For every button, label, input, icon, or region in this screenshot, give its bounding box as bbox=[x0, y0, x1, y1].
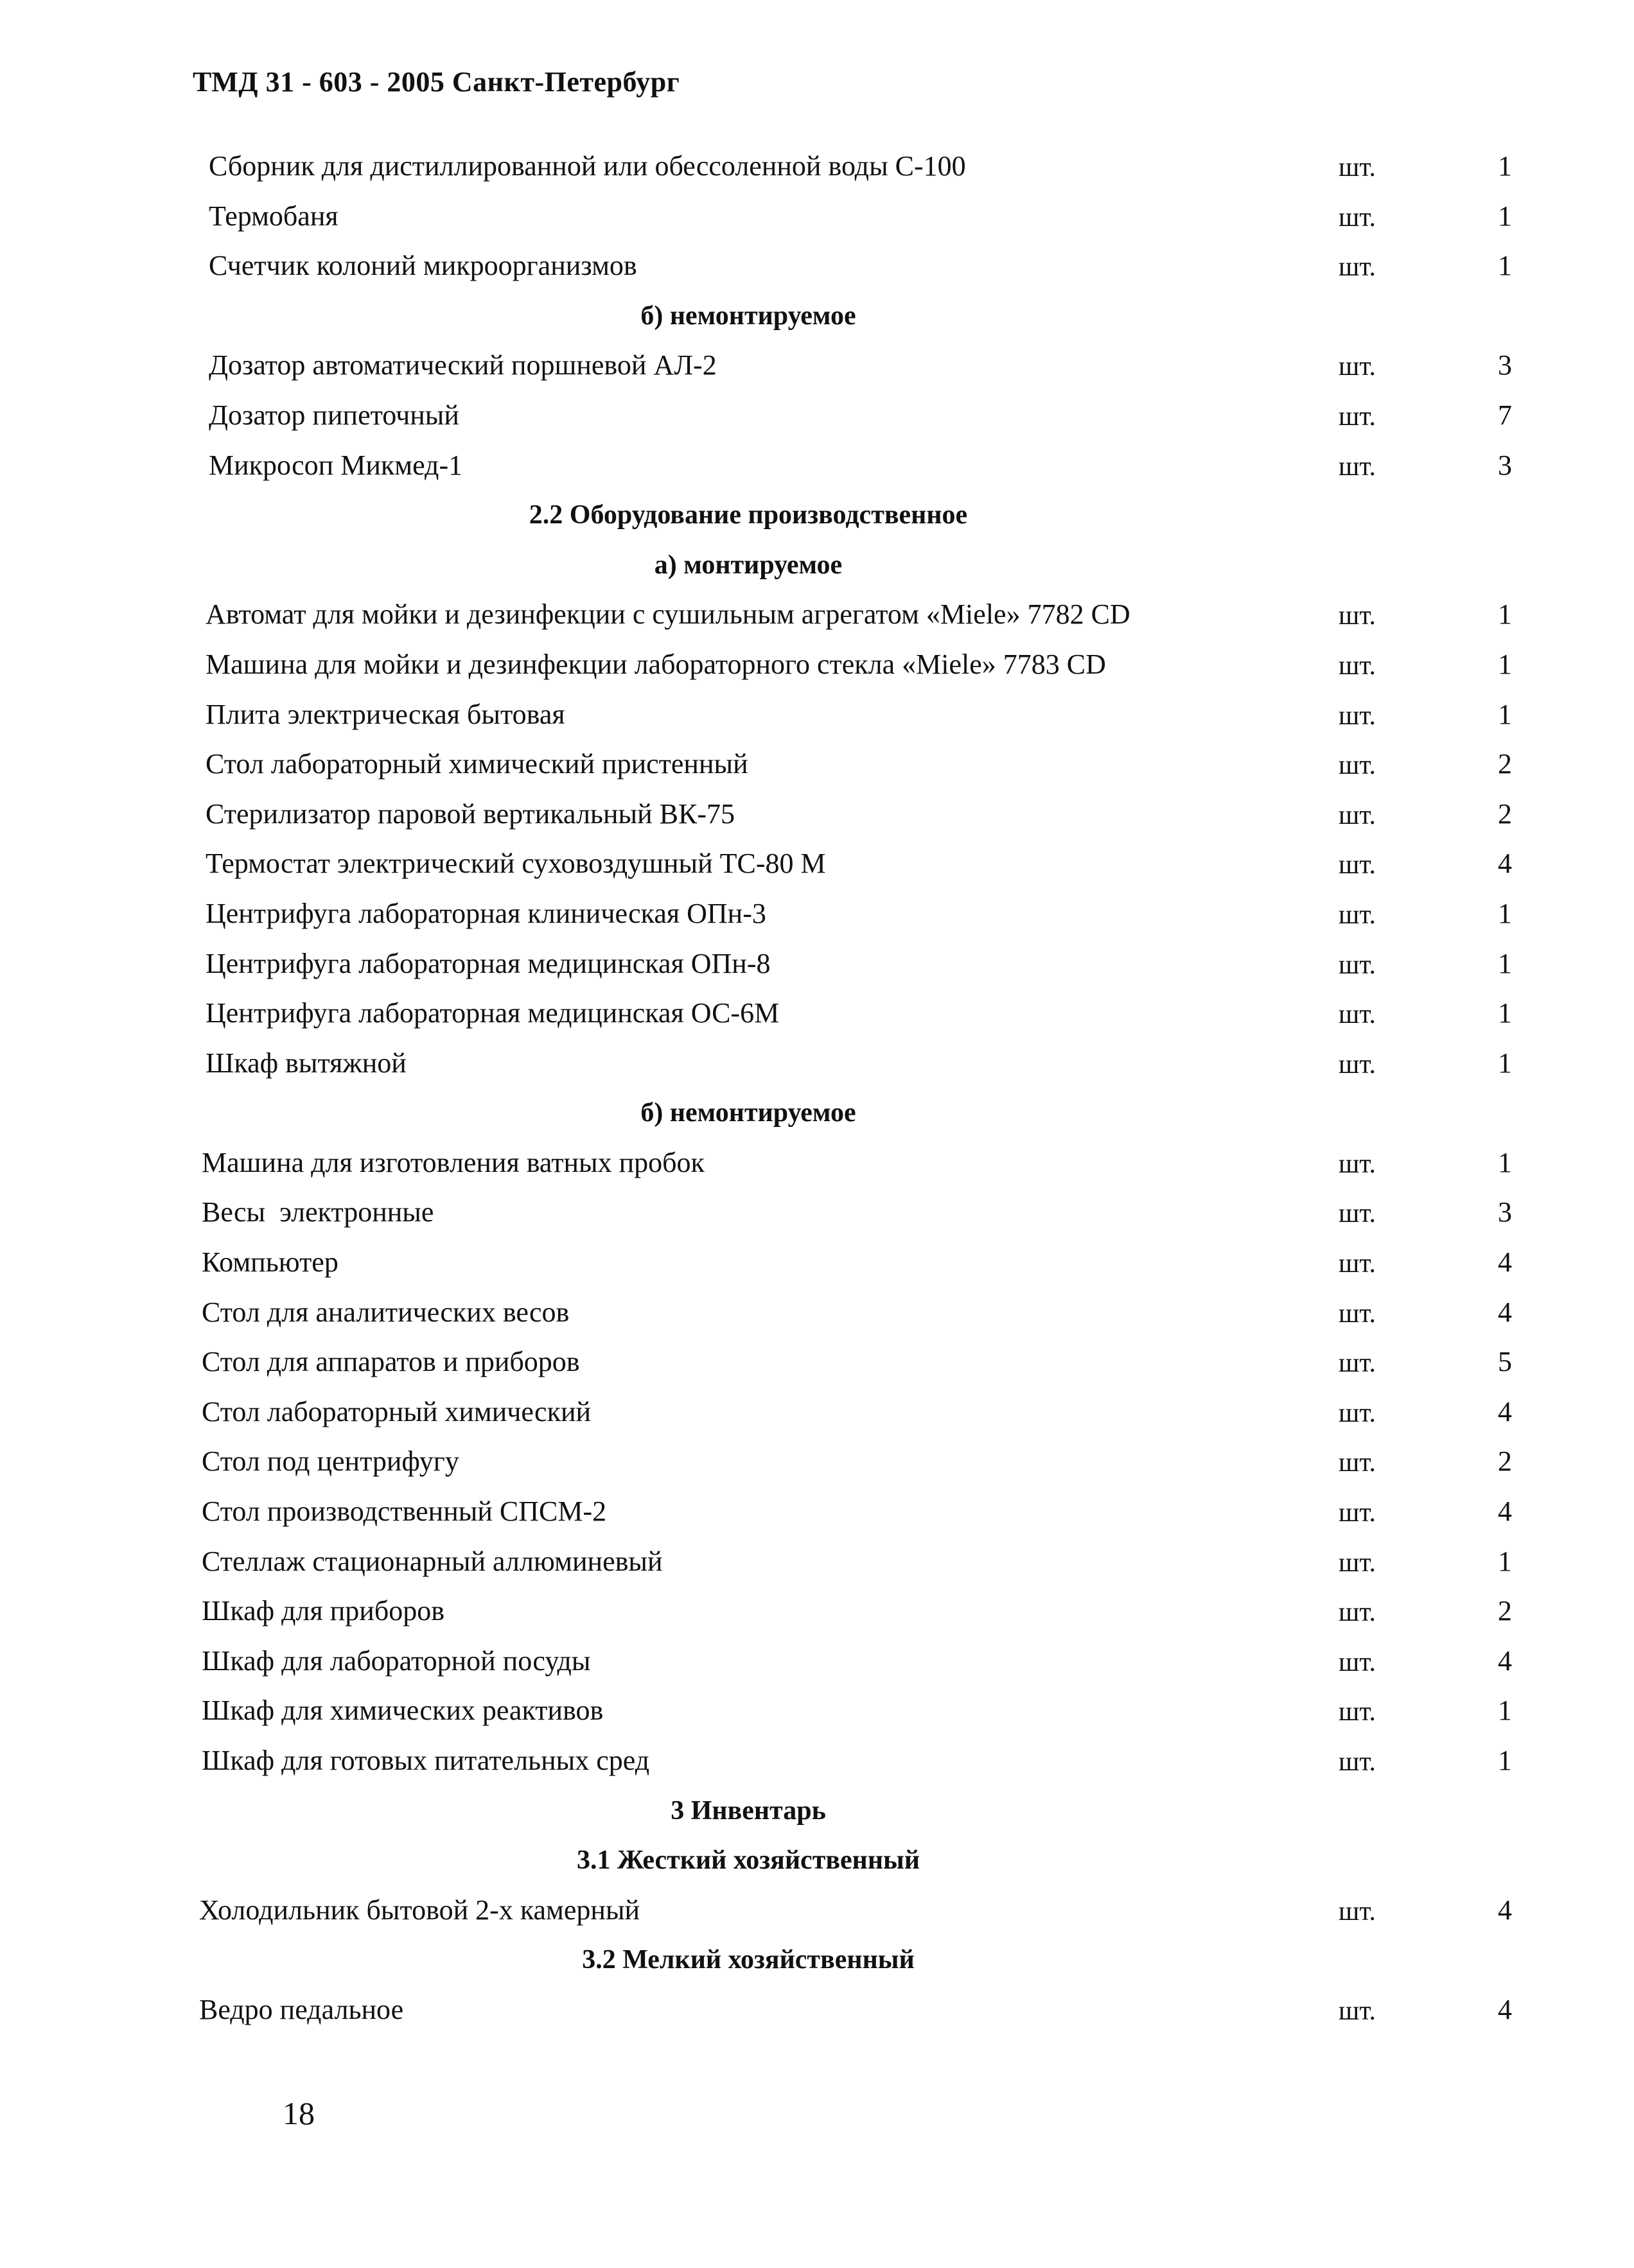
list-item bbox=[0, 1639, 1634, 1689]
section-heading-row bbox=[0, 294, 1634, 344]
item-quantity: 1 bbox=[1498, 648, 1512, 680]
item-quantity: 7 bbox=[1498, 399, 1512, 431]
item-name: Стол лабораторный химический пристенный bbox=[206, 748, 748, 780]
item-unit: шт. bbox=[1339, 1049, 1376, 1079]
list-item bbox=[0, 1739, 1634, 1789]
item-name: Микросоп Микмед-1 bbox=[209, 449, 463, 481]
item-unit: шт. bbox=[1339, 601, 1376, 631]
list-item bbox=[0, 842, 1634, 892]
item-quantity: 5 bbox=[1498, 1346, 1512, 1378]
list-item bbox=[0, 792, 1634, 842]
item-name: Стол лабораторный химический bbox=[202, 1395, 592, 1427]
item-unit: шт. bbox=[1339, 650, 1376, 681]
section-heading-row bbox=[0, 493, 1634, 543]
item-unit: шт. bbox=[1339, 1697, 1376, 1727]
item-unit: шт. bbox=[1339, 1598, 1376, 1628]
list-item bbox=[0, 1042, 1634, 1092]
item-name: Центрифуга лабораторная клиническая ОПн-3 bbox=[206, 897, 766, 929]
item-name: Машина для изготовления ватных пробок bbox=[202, 1146, 705, 1178]
item-name: Шкаф для приборов bbox=[202, 1595, 444, 1627]
item-name: Стерилизатор паровой вертикальный ВК-75 bbox=[206, 798, 735, 830]
subsection-heading-row bbox=[0, 1938, 1634, 1988]
item-unit: шт. bbox=[1339, 1498, 1376, 1528]
list-item bbox=[0, 1390, 1634, 1440]
item-unit: шт. bbox=[1339, 1298, 1376, 1329]
item-unit: шт. bbox=[1339, 1149, 1376, 1179]
item-name: Ведро педальное bbox=[199, 1993, 404, 2025]
item-name: Весы электронные bbox=[202, 1196, 434, 1228]
page-number: 18 bbox=[283, 2095, 315, 2131]
item-name: Центрифуга лабораторная медицинская ОС-6М bbox=[206, 997, 780, 1029]
item-unit: шт. bbox=[1339, 202, 1376, 232]
item-name: Термостат электрический суховоздушный ТС-80 М bbox=[206, 848, 826, 880]
list-item bbox=[0, 693, 1634, 743]
section-heading-row bbox=[0, 1789, 1634, 1839]
item-quantity: 4 bbox=[1498, 1644, 1512, 1677]
item-name: Стол для аппаратов и приборов bbox=[202, 1346, 580, 1378]
item-name: Стеллаж стационарный аллюминевый bbox=[202, 1545, 663, 1577]
list-item bbox=[0, 1490, 1634, 1540]
list-item bbox=[0, 1988, 1634, 2038]
item-unit: шт. bbox=[1339, 950, 1376, 980]
item-unit: шт. bbox=[1339, 1548, 1376, 1578]
item-quantity: 2 bbox=[1498, 798, 1512, 830]
list-item bbox=[0, 1540, 1634, 1590]
list-item bbox=[0, 742, 1634, 792]
item-quantity: 4 bbox=[1498, 848, 1512, 880]
subsection-heading: 3.2 Мелкий хозяйственный bbox=[582, 1945, 915, 1975]
item-quantity: 1 bbox=[1498, 1695, 1512, 1727]
item-name: Шкаф для химических реактивов bbox=[202, 1695, 604, 1727]
list-item bbox=[0, 892, 1634, 942]
item-name: Сборник для дистиллированной или обессоленной воды С-100 bbox=[209, 150, 966, 182]
item-quantity: 4 bbox=[1498, 1993, 1512, 2025]
list-item bbox=[0, 991, 1634, 1042]
item-quantity: 2 bbox=[1498, 748, 1512, 780]
section-heading: 3 Инвентарь bbox=[671, 1795, 826, 1826]
document-header: ТМД 31 - 603 - 2005 Санкт-Петербург bbox=[193, 66, 680, 98]
item-quantity: 1 bbox=[1498, 200, 1512, 232]
list-item bbox=[0, 1191, 1634, 1241]
item-unit: шт. bbox=[1339, 800, 1376, 830]
item-name: Шкаф для лабораторной посуды bbox=[202, 1644, 591, 1677]
list-item bbox=[0, 1589, 1634, 1639]
item-name: Холодильник бытовой 2-х камерный bbox=[199, 1894, 640, 1926]
item-unit: шт. bbox=[1339, 1398, 1376, 1428]
equipment-list bbox=[0, 144, 1634, 2038]
item-quantity: 1 bbox=[1498, 698, 1512, 730]
item-name: Стол для аналитических весов bbox=[202, 1296, 570, 1328]
item-quantity: 2 bbox=[1498, 1445, 1512, 1478]
item-name: Машина для мойки и дезинфекции лабораторного стекла «Miele» 7783 CD bbox=[206, 648, 1106, 680]
item-quantity: 4 bbox=[1498, 1296, 1512, 1328]
item-quantity: 4 bbox=[1498, 1246, 1512, 1278]
item-name: Центрифуга лабораторная медицинская ОПн-8 bbox=[206, 947, 771, 979]
item-unit: шт. bbox=[1339, 701, 1376, 731]
list-item bbox=[0, 643, 1634, 693]
list-item bbox=[0, 1689, 1634, 1739]
item-unit: шт. bbox=[1339, 401, 1376, 432]
section-heading: б) немонтируемое bbox=[640, 1098, 856, 1128]
item-unit: шт. bbox=[1339, 900, 1376, 930]
item-quantity: 4 bbox=[1498, 1496, 1512, 1528]
item-quantity: 1 bbox=[1498, 1146, 1512, 1178]
subsection-heading-row bbox=[0, 543, 1634, 593]
item-name: Счетчик колоний микроорганизмов bbox=[209, 250, 637, 282]
item-unit: шт. bbox=[1339, 1448, 1376, 1478]
item-quantity: 3 bbox=[1498, 1196, 1512, 1228]
subsection-heading-row bbox=[0, 1838, 1634, 1889]
item-name: Шкаф вытяжной bbox=[206, 1047, 407, 1079]
item-quantity: 4 bbox=[1498, 1894, 1512, 1926]
item-unit: шт. bbox=[1339, 153, 1376, 182]
item-quantity: 3 bbox=[1498, 449, 1512, 481]
item-unit: шт. bbox=[1339, 1000, 1376, 1030]
item-quantity: 3 bbox=[1498, 349, 1512, 381]
item-quantity: 1 bbox=[1498, 250, 1512, 282]
item-quantity: 1 bbox=[1498, 897, 1512, 929]
list-item bbox=[0, 593, 1634, 643]
list-item bbox=[0, 1291, 1634, 1341]
item-name: Плита электрическая бытовая bbox=[206, 698, 565, 730]
item-unit: шт. bbox=[1339, 1896, 1376, 1926]
list-item bbox=[0, 144, 1634, 195]
list-item bbox=[0, 942, 1634, 992]
item-name: Шкаф для готовых питательных сред bbox=[202, 1745, 650, 1776]
list-item bbox=[0, 1440, 1634, 1490]
item-unit: шт. bbox=[1339, 1249, 1376, 1279]
item-quantity: 1 bbox=[1498, 1047, 1512, 1079]
item-quantity: 1 bbox=[1498, 598, 1512, 631]
section-heading-row bbox=[0, 1091, 1634, 1141]
list-item bbox=[0, 1889, 1634, 1939]
item-name: Компьютер bbox=[202, 1246, 338, 1278]
item-quantity: 1 bbox=[1498, 997, 1512, 1029]
item-quantity: 1 bbox=[1498, 1545, 1512, 1577]
item-quantity: 1 bbox=[1498, 947, 1512, 979]
item-unit: шт. bbox=[1339, 1996, 1376, 2026]
item-unit: шт. bbox=[1339, 1747, 1376, 1777]
item-quantity: 1 bbox=[1498, 1745, 1512, 1776]
item-unit: шт. bbox=[1339, 1199, 1376, 1229]
list-item bbox=[0, 1241, 1634, 1291]
item-unit: шт. bbox=[1339, 850, 1376, 880]
section-heading: 2.2 Оборудование производственное bbox=[529, 500, 968, 530]
subsection-heading: 3.1 Жесткий хозяйственный bbox=[576, 1845, 920, 1876]
item-name: Стол под центрифугу bbox=[202, 1445, 459, 1478]
item-unit: шт. bbox=[1339, 1647, 1376, 1677]
item-unit: шт. bbox=[1339, 252, 1376, 283]
list-item bbox=[0, 344, 1634, 394]
item-name: Автомат для мойки и дезинфекции с сушильным агрегатом «Miele» 7782 CD bbox=[206, 598, 1130, 631]
list-item bbox=[0, 1340, 1634, 1390]
section-heading: б) немонтируемое bbox=[640, 301, 856, 331]
item-unit: шт. bbox=[1339, 751, 1376, 781]
item-unit: шт. bbox=[1339, 352, 1376, 382]
list-item bbox=[0, 394, 1634, 444]
item-quantity: 2 bbox=[1498, 1595, 1512, 1627]
item-name: Дозатор пипеточный bbox=[209, 399, 459, 431]
item-unit: шт. bbox=[1339, 1348, 1376, 1379]
list-item bbox=[0, 444, 1634, 494]
item-unit: шт. bbox=[1339, 451, 1376, 482]
subsection-heading: а) монтируемое bbox=[654, 550, 843, 580]
item-name: Термобаня bbox=[209, 200, 338, 232]
list-item bbox=[0, 195, 1634, 245]
item-name: Дозатор автоматический поршневой АЛ-2 bbox=[209, 349, 717, 381]
item-quantity: 1 bbox=[1498, 150, 1512, 182]
list-item bbox=[0, 244, 1634, 294]
item-quantity: 4 bbox=[1498, 1395, 1512, 1427]
item-name: Стол производственный СПСМ-2 bbox=[202, 1496, 607, 1528]
list-item bbox=[0, 1141, 1634, 1191]
